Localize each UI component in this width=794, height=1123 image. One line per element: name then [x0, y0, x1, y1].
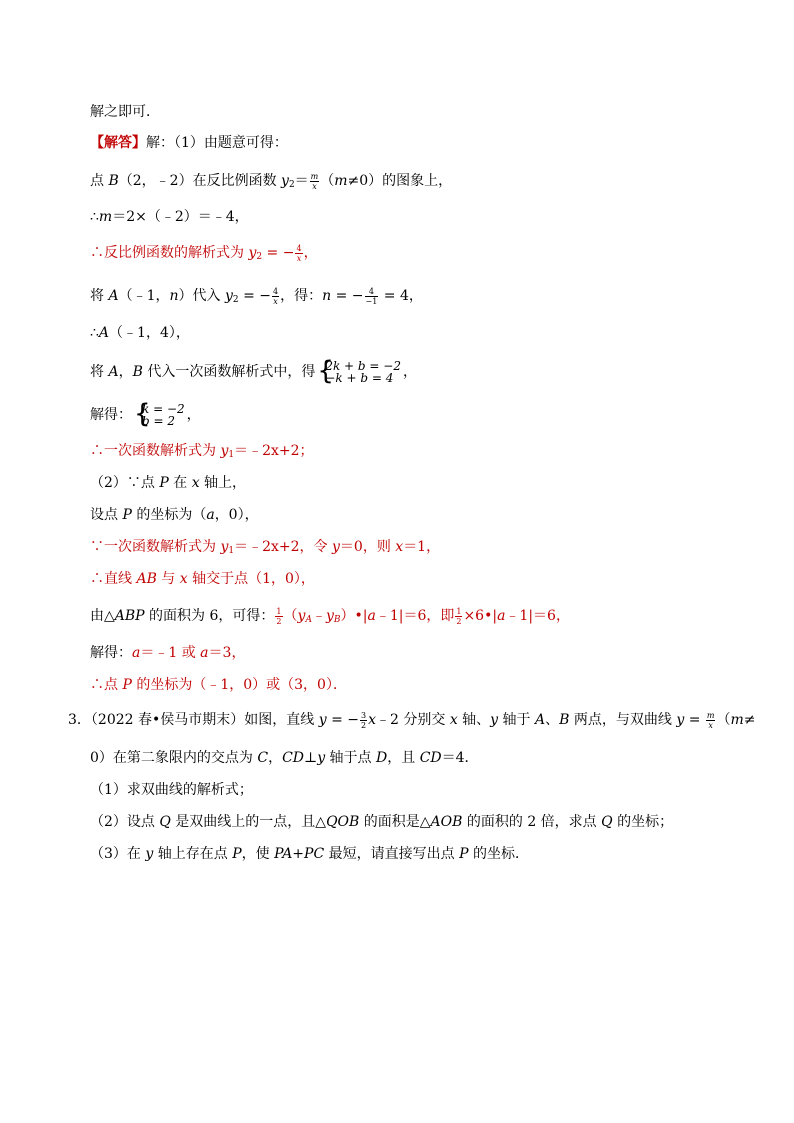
- answer-tag: 【解答】: [90, 135, 146, 151]
- text-line: ∴A（﹣1，4），: [90, 325, 190, 341]
- question-3-cont: 0）在第二象限内的交点为 C，CD⊥y 轴于点 D，且 CD＝4．: [90, 750, 479, 766]
- text-line: 将 A（﹣1，n）代入 $y_2$ = − $\frac{4}{x}$ ，得：n = − $\frac{4}{-1}$ = 4，: [90, 286, 423, 306]
- text-line: 由△ABP 的面积为 6，可得： $\frac{1}{2}$ $(y_A﹣y_B)•|a﹣1|=6$，即 $\frac{1}{2}$ ×6•|a﹣1|＝6，: [90, 606, 570, 626]
- text-line: ∵一次函数解析式为 $y_1=﹣2x+2$，令 y＝0，则 x＝1，: [90, 539, 441, 556]
- text-line: ∴直线 AB 与 x 轴交于点（1，0），: [90, 571, 315, 587]
- text-line: ∴m＝2×（﹣2）＝﹣4，: [90, 209, 249, 225]
- sub-question-2: （2）设点 Q 是双曲线上的一点，且△QOB 的面积是△AOB 的面积的 2 倍，求点 Q 的坐标；: [90, 814, 674, 830]
- sub-question-3: （3）在 y 轴上存在点 P，使 PA+PC 最短，请直接写出点 P 的坐标．: [90, 846, 529, 862]
- text-line: 点 B（2，﹣2）在反比例函数 $y_2=$ $\frac{m}{x}$ （m≠0）的图象上，: [90, 171, 453, 191]
- text-line: 设点 P 的坐标为（a，0），: [90, 507, 259, 523]
- equation-system: { 2k + b = −2 −k + b = 4: [317, 356, 401, 386]
- sub-question-1: （1）求双曲线的解析式；: [90, 782, 253, 798]
- text-line: 解得： { k = −2 b = 2 ，: [90, 399, 201, 429]
- text-line: ∴点 P 的坐标为（﹣1，0）或（3，0）．: [90, 677, 347, 693]
- text-line: （2）∵点 P 在 x 轴上，: [90, 475, 247, 491]
- equation-system: { k = −2 b = 2: [134, 399, 185, 429]
- text-line: 解得：a＝﹣1 或 a＝3，: [90, 645, 246, 661]
- text-line: ∴反比例函数的解析式为 $y_2$ = − $\frac{4}{x}$ ，: [90, 243, 318, 263]
- text-line: ∴一次函数解析式为 $y_1=﹣2x+2$；: [90, 443, 314, 460]
- question-3: 3．（2022 春•侯马市期末）如图，直线 y = − $\frac{3}{2}$ x﹣2 分别交 x 轴、y 轴于 A、B 两点，与双曲线 y = $\frac{m}{x}$ （m≠: [68, 710, 756, 730]
- text-line: 【解答】解：（1）由题意可得：: [90, 135, 288, 151]
- text-line: 将 A，B 代入一次函数解析式中，得 { 2k + b = −2 −k + b = 4 ，: [90, 356, 417, 386]
- text-line: 解之即可．: [90, 104, 160, 120]
